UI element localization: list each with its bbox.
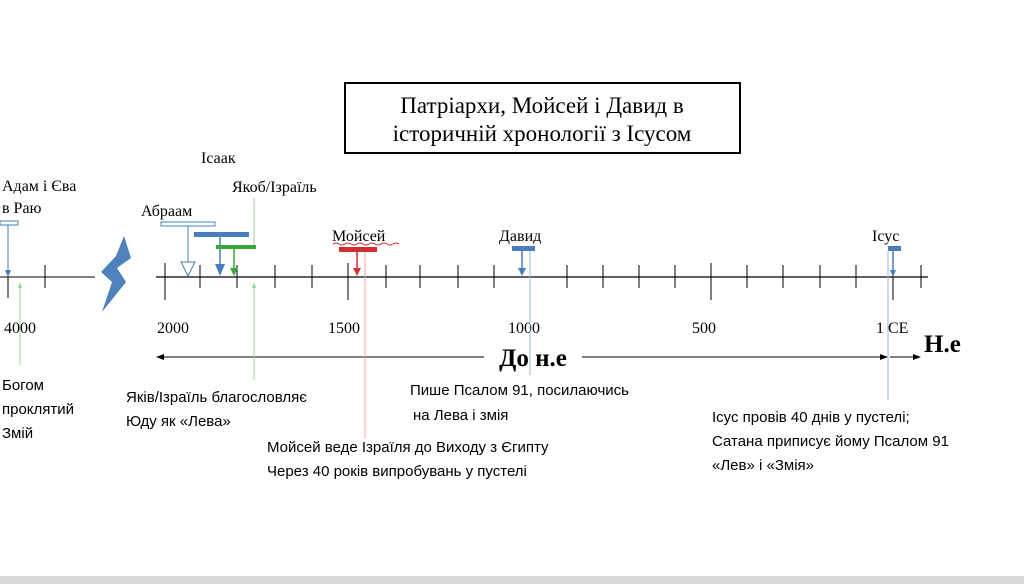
tick-label-2000: 2000 <box>157 320 189 337</box>
moses-note-line-1: Мойсей веде Ізраїля до Виходу з Єгипту <box>267 439 549 456</box>
jacob-bar <box>216 245 256 249</box>
ad-arrow <box>913 354 921 360</box>
david-bar <box>512 246 535 251</box>
tick-label-1000: 1000 <box>508 320 540 337</box>
jacob-label: Якоб/Ізраїль <box>232 179 317 196</box>
tick-label-4000: 4000 <box>4 320 36 337</box>
moses-label: Мойсей <box>332 228 386 245</box>
bc-era-label: До н.е <box>499 345 567 372</box>
moses-note-line-2: Через 40 років випробувань у пустелі <box>267 463 527 480</box>
adam-eve-arrowhead <box>5 270 11 277</box>
curse-note-line-1: Богом <box>2 377 44 394</box>
moses-arrowhead <box>353 268 361 276</box>
tick-label-1ce: 1 CE <box>876 320 909 337</box>
axis-ticks <box>165 263 921 300</box>
bc-arrow-right <box>880 354 888 360</box>
ad-era-label: Н.е <box>924 331 961 358</box>
david-note-line-2: на Лева і змія <box>413 407 509 424</box>
david-note-line-1: Пише Псалом 91, посилаючись <box>410 382 629 399</box>
abraham-label: Абраам <box>141 203 193 220</box>
tick-label-500: 500 <box>692 320 716 337</box>
jesus-note-line-1: Ісус провів 40 днів у пустелі; <box>712 409 910 426</box>
bottom-scroll-bar <box>0 576 1024 584</box>
curse-note-line-3: Змій <box>2 425 34 442</box>
jesus-bar <box>888 246 901 251</box>
curse-note-line-2: проклятий <box>2 401 75 418</box>
adam-eve-label: Адам і Єва <box>2 178 77 195</box>
abraham-bar <box>161 222 215 226</box>
isaac-bar <box>194 232 249 237</box>
david-arrowhead <box>518 268 526 276</box>
isaac-arrowhead <box>215 264 225 276</box>
isaac-label: Ісаак <box>201 150 236 167</box>
title-line-2: історичній хронології з Ісусом <box>392 121 692 146</box>
jesus-label: Ісус <box>872 228 900 245</box>
abraham-arrowhead <box>181 262 195 276</box>
adam-eve-label-line2: в Раю <box>2 200 42 217</box>
jacob-note-line-1: Яків/Ізраїль благословляє <box>126 389 307 406</box>
jesus-note-line-2: Сатана приписує йому Псалом 91 <box>712 433 949 450</box>
curse-connector-head <box>18 282 22 288</box>
jacob-note-line-2: Юду як «Лева» <box>126 413 231 430</box>
title-line-1: Патріархи, Мойсей і Давид в <box>400 93 684 118</box>
david-label: Давид <box>499 228 542 245</box>
moses-bar <box>339 247 377 252</box>
adam-eve-bar <box>0 221 18 225</box>
jacob-blessing-connector-head <box>252 282 256 288</box>
tick-label-1500: 1500 <box>328 320 360 337</box>
timeline-break-icon <box>101 236 131 312</box>
bc-arrow-left <box>156 354 164 360</box>
jesus-note-line-3: «Лев» і «Змія» <box>712 457 815 474</box>
jesus-arrowhead <box>890 270 896 277</box>
